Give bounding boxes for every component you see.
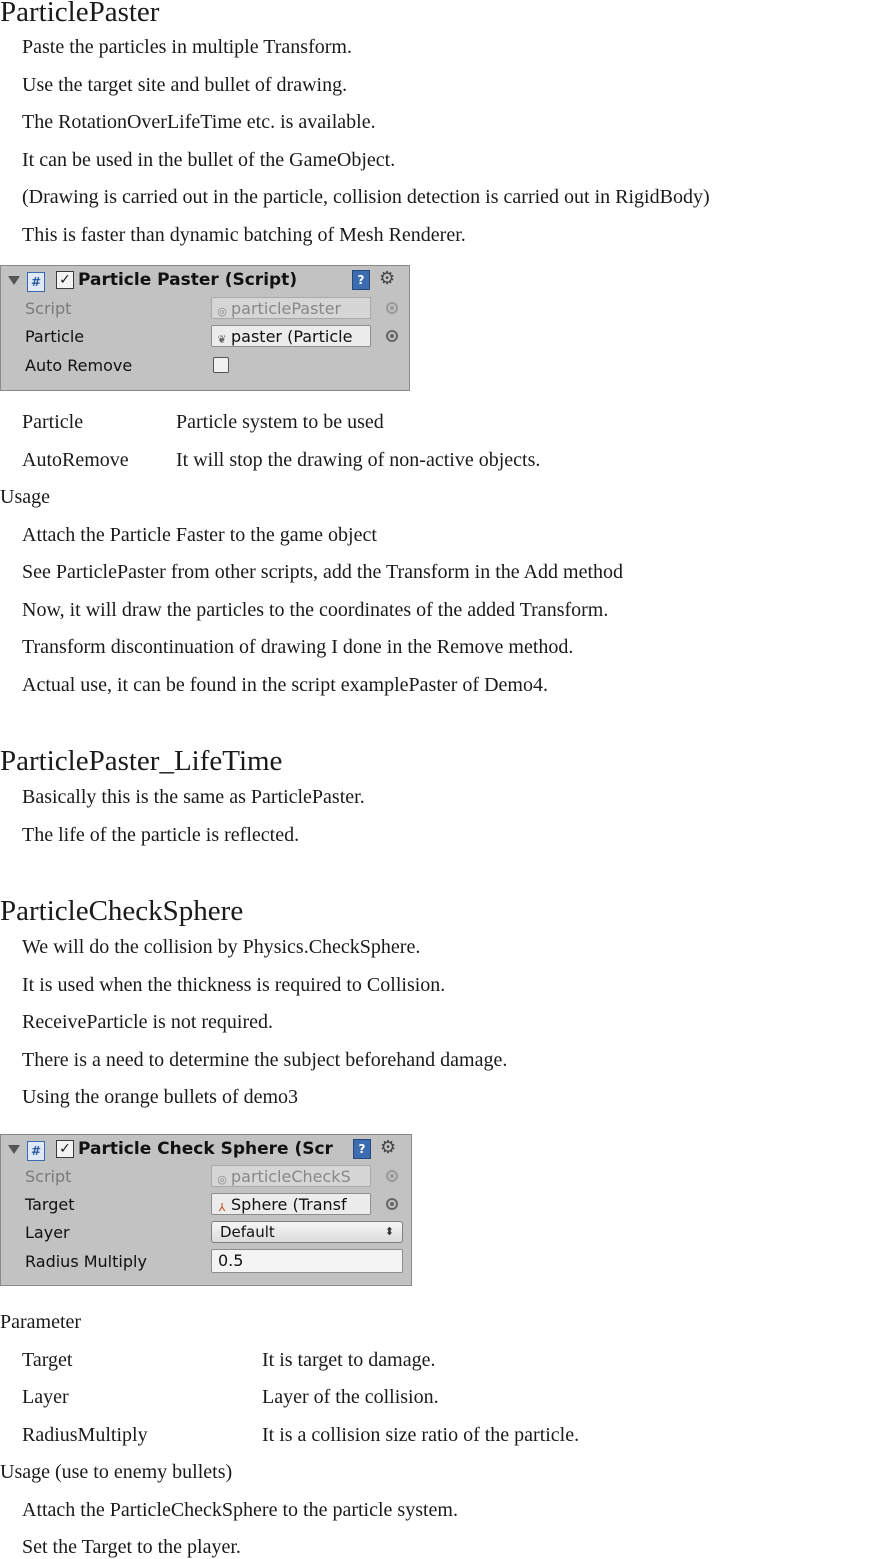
help-icon[interactable]: ? bbox=[353, 1139, 371, 1159]
usage-line: Set the Target to the player. bbox=[22, 1536, 241, 1558]
body-line: Basically this is the same as ParticlePaster. bbox=[22, 786, 365, 808]
target-field[interactable]: ⅄ Sphere (Transf bbox=[211, 1193, 371, 1215]
script-icon: ◎ bbox=[217, 305, 227, 318]
script-label: Script bbox=[25, 299, 72, 318]
help-icon[interactable]: ? bbox=[352, 270, 370, 290]
param-desc: It will stop the drawing of non-active objects. bbox=[176, 449, 541, 471]
particle-label: Particle bbox=[25, 327, 85, 346]
param-name: RadiusMultiply bbox=[22, 1424, 148, 1446]
script-field: ◎ particlePaster bbox=[211, 297, 371, 319]
param-name: AutoRemove bbox=[22, 449, 129, 471]
param-name: Particle bbox=[22, 411, 84, 433]
script-label: Script bbox=[25, 1167, 72, 1186]
usage-line: See ParticlePaster from other scripts, add the Transform in the Add method bbox=[22, 561, 624, 583]
parameter-heading: Parameter bbox=[0, 1311, 82, 1333]
body-line: The RotationOverLifeTime etc. is available. bbox=[22, 111, 376, 133]
transform-icon: ⅄ bbox=[218, 1201, 226, 1214]
radius-multiply-label: Radius Multiply bbox=[25, 1252, 147, 1271]
foldout-arrow-icon[interactable] bbox=[8, 276, 20, 285]
body-line: It can be used in the bullet of the GameObject. bbox=[22, 149, 396, 171]
object-picker-icon bbox=[386, 1170, 398, 1182]
section-title-particle-paster: ParticlePaster bbox=[0, 0, 160, 28]
script-field: ◎ particleCheckS bbox=[211, 1165, 371, 1187]
param-desc: Layer of the collision. bbox=[262, 1386, 439, 1408]
usage-line: Now, it will draw the particles to the coordinates of the added Transform. bbox=[22, 599, 609, 621]
layer-label: Layer bbox=[25, 1223, 70, 1242]
component-header[interactable] bbox=[1, 1135, 411, 1165]
inspector-particle-paster bbox=[0, 265, 410, 391]
layer-dropdown[interactable]: Default ⬍ bbox=[211, 1221, 403, 1243]
body-line: The life of the particle is reflected. bbox=[22, 824, 300, 846]
body-line: Paste the particles in multiple Transform. bbox=[22, 36, 352, 58]
section-title-particle-paster-lifetime: ParticlePaster_LifeTime bbox=[0, 745, 283, 777]
object-picker-icon[interactable] bbox=[386, 330, 398, 342]
param-desc: Particle system to be used bbox=[176, 411, 384, 433]
component-header[interactable] bbox=[1, 266, 409, 296]
param-desc: It is target to damage. bbox=[262, 1349, 436, 1371]
script-icon: ◎ bbox=[217, 1173, 227, 1186]
body-line: It is used when the thickness is required to Collision. bbox=[22, 974, 446, 996]
target-label: Target bbox=[25, 1195, 75, 1214]
object-picker-icon bbox=[386, 302, 398, 314]
usage-line: Attach the Particle Faster to the game object bbox=[22, 524, 377, 546]
component-enabled-checkbox[interactable]: ✓ bbox=[56, 271, 74, 289]
gear-icon[interactable]: ⚙ bbox=[379, 268, 396, 289]
body-line: We will do the collision by Physics.CheckSphere. bbox=[22, 936, 421, 958]
usage-line: Actual use, it can be found in the script examplePaster of Demo4. bbox=[22, 674, 548, 696]
param-desc: It is a collision size ratio of the particle. bbox=[262, 1424, 580, 1446]
gear-icon[interactable]: ⚙ bbox=[380, 1137, 397, 1158]
script-icon: # bbox=[27, 272, 45, 292]
usage-heading: Usage bbox=[0, 486, 50, 508]
section-title-particle-check-sphere: ParticleCheckSphere bbox=[0, 895, 244, 927]
body-line: This is faster than dynamic batching of Mesh Renderer. bbox=[22, 224, 466, 246]
param-name: Layer bbox=[22, 1386, 69, 1408]
component-title: Particle Paster (Script) bbox=[78, 270, 298, 290]
auto-remove-label: Auto Remove bbox=[25, 356, 133, 375]
body-line: Using the orange bullets of demo3 bbox=[22, 1086, 299, 1108]
body-line: Use the target site and bullet of drawing. bbox=[22, 74, 348, 96]
particle-field[interactable]: ❦ paster (Particle bbox=[211, 325, 371, 347]
component-title: Particle Check Sphere (Scr bbox=[78, 1139, 333, 1159]
script-icon: # bbox=[27, 1141, 45, 1161]
body-line: ReceiveParticle is not required. bbox=[22, 1011, 274, 1033]
usage-heading: Usage (use to enemy bullets) bbox=[0, 1461, 233, 1483]
component-enabled-checkbox[interactable]: ✓ bbox=[56, 1140, 74, 1158]
foldout-arrow-icon[interactable] bbox=[8, 1145, 20, 1154]
body-line: There is a need to determine the subject beforehand damage. bbox=[22, 1049, 508, 1071]
dropdown-arrow-icon: ⬍ bbox=[384, 1225, 394, 1238]
object-picker-icon[interactable] bbox=[386, 1198, 398, 1210]
radius-multiply-input[interactable]: 0.5 bbox=[211, 1249, 403, 1273]
usage-line: Transform discontinuation of drawing I done in the Remove method. bbox=[22, 636, 574, 658]
param-name: Target bbox=[22, 1349, 73, 1371]
inspector-particle-check-sphere bbox=[0, 1134, 412, 1286]
body-line: (Drawing is carried out in the particle, collision detection is carried out in RigidBody) bbox=[22, 186, 710, 208]
particle-icon: ❦ bbox=[217, 333, 227, 346]
usage-line: Attach the ParticleCheckSphere to the particle system. bbox=[22, 1499, 458, 1521]
auto-remove-checkbox[interactable] bbox=[213, 357, 229, 373]
